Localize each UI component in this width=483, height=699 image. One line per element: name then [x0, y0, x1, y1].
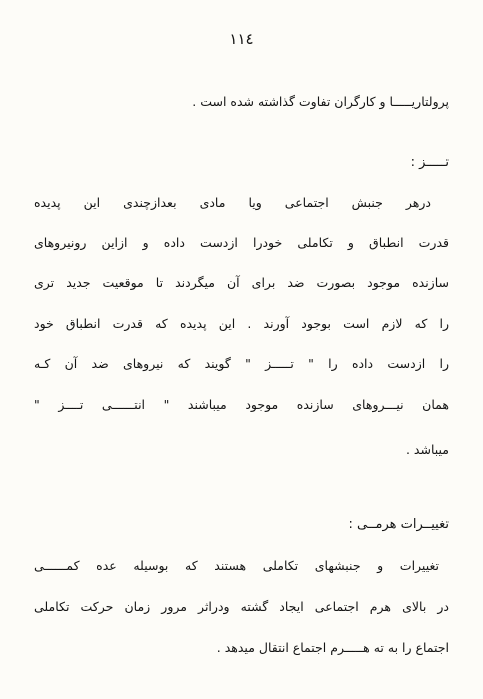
text-line: درهر جنبش اجتماعی ویا مادی بعدازچندی این پدیده [34, 195, 431, 210]
text-line: را ازدست داده را " تـــــز " گویند که نیروهای ضد آن کـه [34, 356, 449, 371]
page-number: ١١٤ [229, 30, 254, 48]
text-line: تغییرات و جنبشهای تکاملی هستند که بوسیله عده کمــــــی [34, 558, 439, 573]
text-line: پرولتاریـــــا و کارگران تفاوت گذاشته شده است . [192, 94, 449, 109]
text-line: را که لازم است بوجود آورند . این پدیده که قدرت انطباق خود [34, 316, 449, 331]
section-heading-pyramidal-changes: تغییــرات هرمــی : [348, 517, 449, 532]
text-line: اجتماع را به ته هـــــرم اجتماع انتقال میدهد . [216, 640, 449, 655]
text-line: در بالای هرم اجتماعی ایجاد گشته ودراثر مرور زمان حرکت تکاملی [34, 599, 449, 614]
text-line: همان نیـــروهای سازنده موجود میباشند " انتــــــی تــــز " [34, 397, 449, 412]
text-line: سازنده موجود بصورت ضد برای آن میگردند تا موقعیت جدید تری [34, 275, 449, 290]
text-line: میباشد . [405, 442, 449, 457]
section-heading-thesis: تـــــز : [410, 155, 449, 170]
text-line: قدرت انطباق و تکاملی خودرا ازدست داده و ازاین رونیروهای [34, 235, 449, 250]
